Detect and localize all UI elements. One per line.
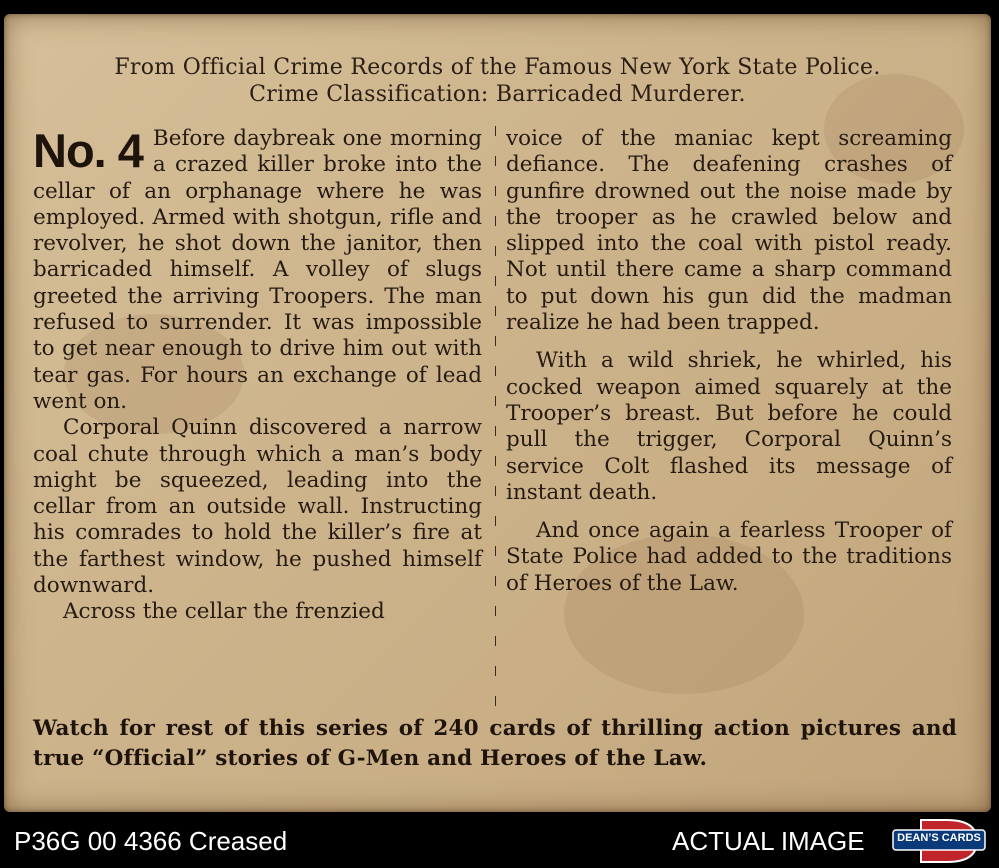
story-paragraph: With a wild shriek, he whirled, his cocked weapon aimed squarely at the Trooper’s breast. But before he could pull the trigger, Corporal Quinn’s service Colt flashed its message of instant death. xyxy=(506,348,952,505)
header-line-2: Crime Classification: Barricaded Murderer. xyxy=(249,82,746,107)
card-back xyxy=(4,14,991,812)
deans-cards-logo xyxy=(891,818,987,864)
story-paragraph: And once again a fearless Trooper of State Police had added to the traditions of Heroes of the Law. xyxy=(506,518,952,596)
story-paragraph: Corporal Quinn discovered a narrow coal chute through which a man’s body might be squeezed, leading into the cellar from an outside wall. Instructing his comrades to hold the killer’s fire at the farthest window, he pushed himself downward. xyxy=(33,415,482,599)
card-footer: Watch for rest of this series of 240 cards of thrilling action pictures and true “Official” stories of G-Men and Heroes of the Law. xyxy=(33,716,957,771)
column-divider xyxy=(495,126,496,708)
item-caption: P36G 00 4366 Creased xyxy=(14,826,288,856)
story-paragraph: voice of the maniac kept screaming defiance. The deafening crashes of gunfire drowned out the noise made by the trooper as he crawled below and slipped into the coal with pistol ready. Not until there came a sharp command to put down his gun did the madman realize he had been trapped. xyxy=(506,126,952,336)
story-paragraph: Before daybreak one morning a crazed killer broke into the cellar of an orphanage where he was employed. Armed with shotgun, rifle and revolver, he shot down the janitor, then barricaded himself. A volley of slugs greeted the arriving Troopers. The man refused to surrender. It was impossible to get near enough to drive him out with tear gas. For hours an exchange of lead went on. xyxy=(33,126,482,414)
actual-image-label: ACTUAL IMAGE xyxy=(672,826,865,856)
right-column xyxy=(506,126,952,597)
card-number: No. 4 xyxy=(33,124,143,177)
left-column xyxy=(33,126,482,626)
story-paragraph: Across the cellar the frenzied xyxy=(63,599,385,625)
header-line-1: From Official Crime Records of the Famous New York State Police. xyxy=(114,55,881,80)
logo-text: DEAN’S CARDS xyxy=(897,832,981,844)
card-header xyxy=(4,54,991,108)
